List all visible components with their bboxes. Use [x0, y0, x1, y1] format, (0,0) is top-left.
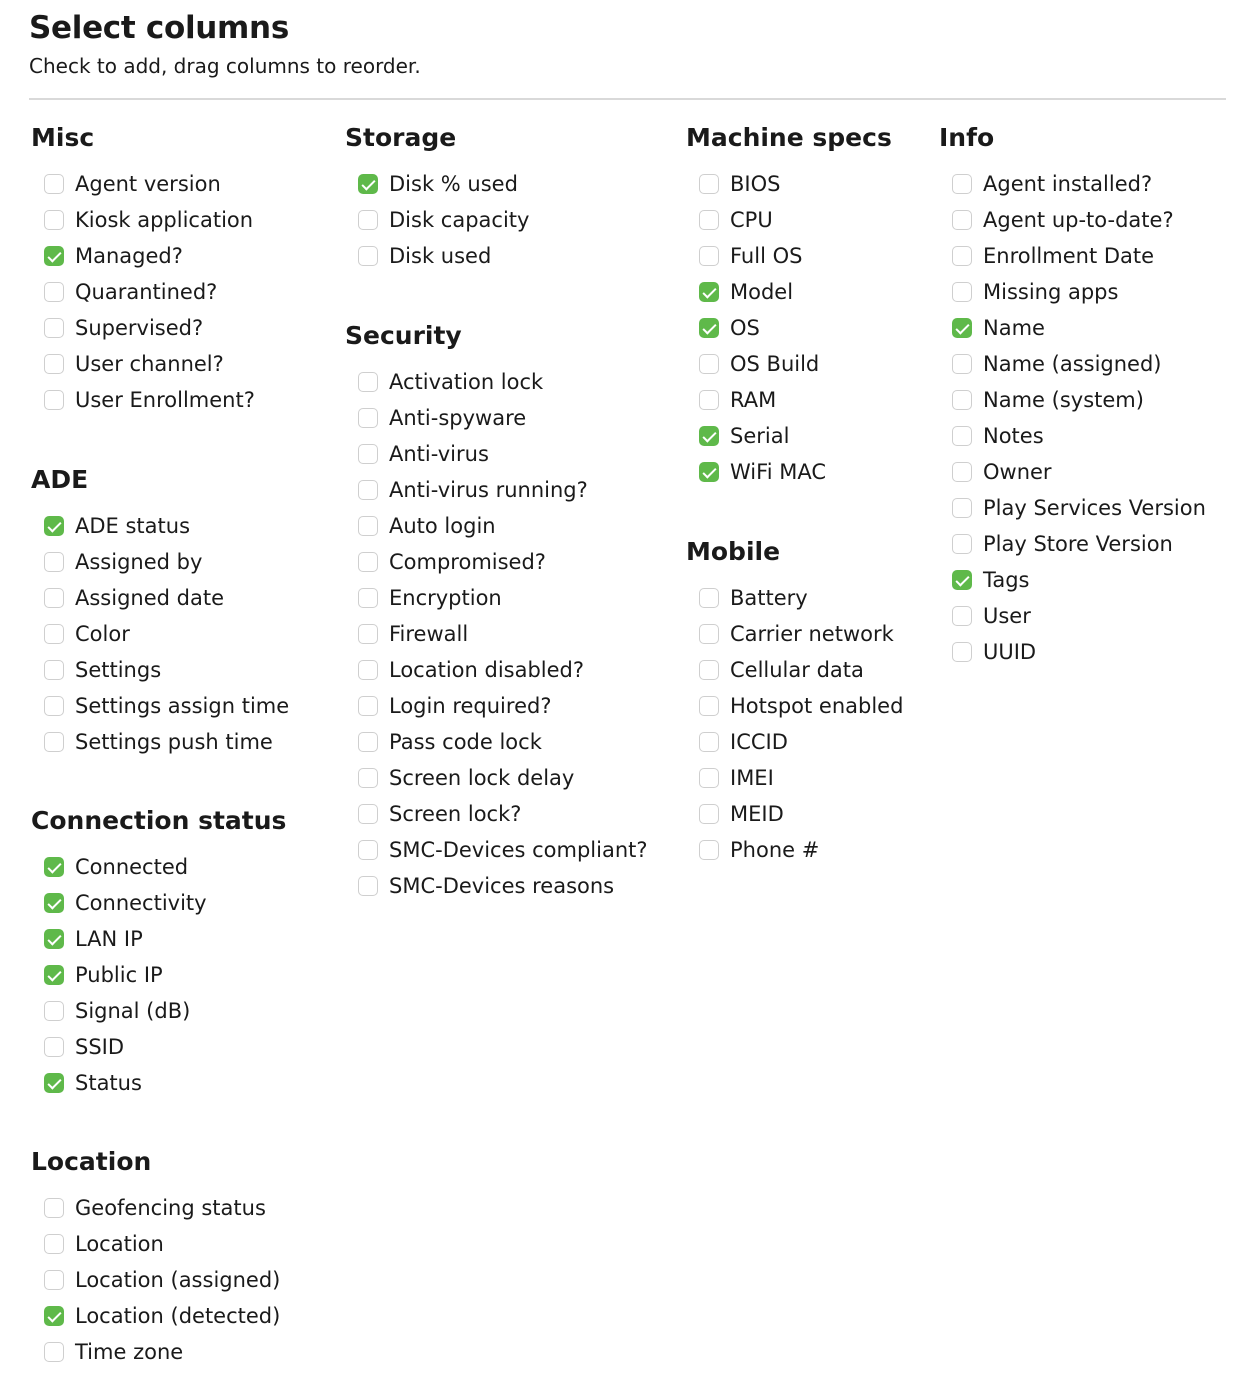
- column-option-name-system[interactable]: [939, 382, 1206, 418]
- column-option-kiosk-application[interactable]: [31, 202, 255, 238]
- column-option-carrier-network[interactable]: [686, 616, 903, 652]
- column-option-lan-ip[interactable]: [31, 921, 286, 957]
- checkbox-unchecked-icon[interactable]: [44, 1198, 64, 1218]
- column-option-settings-push-time[interactable]: [31, 724, 289, 760]
- checkbox-unchecked-icon[interactable]: [358, 480, 378, 500]
- option-label: Agent installed?: [983, 172, 1153, 196]
- section-title: Location: [31, 1147, 152, 1176]
- column-option-encryption[interactable]: [345, 580, 648, 616]
- column-option-missing-apps[interactable]: [939, 274, 1206, 310]
- column-option-time-zone[interactable]: [31, 1334, 280, 1370]
- option-label: Name (system): [983, 388, 1144, 412]
- column-option-name-assigned[interactable]: [939, 346, 1206, 382]
- column-option-smc-devices-compliant[interactable]: [345, 832, 648, 868]
- checkbox-unchecked-icon[interactable]: [358, 552, 378, 572]
- checkbox-unchecked-icon[interactable]: [699, 768, 719, 788]
- checkbox-unchecked-icon[interactable]: [358, 876, 378, 896]
- checkbox-unchecked-icon[interactable]: [44, 210, 64, 230]
- checkbox-unchecked-icon[interactable]: [358, 444, 378, 464]
- checkbox-unchecked-icon[interactable]: [44, 318, 64, 338]
- option-label: RAM: [730, 388, 777, 412]
- option-label: Agent version: [75, 172, 221, 196]
- checkbox-list: [31, 1180, 280, 1370]
- option-label: Play Services Version: [983, 496, 1206, 520]
- option-label: Owner: [983, 460, 1052, 484]
- option-label: Kiosk application: [75, 208, 254, 232]
- checkbox-unchecked-icon[interactable]: [358, 696, 378, 716]
- checkbox-unchecked-icon[interactable]: [44, 732, 64, 752]
- checkbox-unchecked-icon[interactable]: [699, 588, 719, 608]
- column-option-connected[interactable]: [31, 849, 286, 885]
- column-option-public-ip[interactable]: [31, 957, 286, 993]
- checkbox-unchecked-icon[interactable]: [44, 390, 64, 410]
- checkbox-unchecked-icon[interactable]: [44, 1234, 64, 1254]
- option-label: Anti-virus: [389, 442, 489, 466]
- option-label: Enrollment Date: [983, 244, 1155, 268]
- checkbox-checked-icon[interactable]: [44, 1073, 64, 1093]
- section-title: Info: [939, 123, 995, 152]
- checkbox-checked-icon[interactable]: [358, 174, 378, 194]
- section-misc: [31, 120, 255, 418]
- option-label: SMC-Devices compliant?: [389, 838, 648, 862]
- option-label: Connectivity: [75, 891, 207, 915]
- checkbox-unchecked-icon[interactable]: [952, 426, 972, 446]
- option-label: IMEI: [730, 766, 774, 790]
- checkbox-unchecked-icon[interactable]: [699, 660, 719, 680]
- checkbox-unchecked-icon[interactable]: [44, 1001, 64, 1021]
- checkbox-checked-icon[interactable]: [44, 893, 64, 913]
- checkbox-unchecked-icon[interactable]: [358, 516, 378, 536]
- option-label: OS: [730, 316, 760, 340]
- section-machine-specs: [686, 120, 892, 490]
- column-option-disk-capacity[interactable]: [345, 202, 529, 238]
- option-label: Time zone: [75, 1340, 184, 1364]
- checkbox-unchecked-icon[interactable]: [44, 588, 64, 608]
- checkbox-checked-icon[interactable]: [44, 516, 64, 536]
- option-label: User channel?: [75, 352, 224, 376]
- option-label: Anti-spyware: [389, 406, 527, 430]
- column-option-screen-lock-delay[interactable]: [345, 760, 648, 796]
- checkbox-checked-icon[interactable]: [699, 282, 719, 302]
- checkbox-unchecked-icon[interactable]: [952, 354, 972, 374]
- option-label: Quarantined?: [75, 280, 218, 304]
- column-option-ade-status[interactable]: [31, 508, 289, 544]
- option-label: Name (assigned): [983, 352, 1162, 376]
- checkbox-unchecked-icon[interactable]: [952, 462, 972, 482]
- column-option-quarantined[interactable]: [31, 274, 255, 310]
- option-label: Color: [75, 622, 130, 646]
- checkbox-unchecked-icon[interactable]: [44, 624, 64, 644]
- option-label: Tags: [983, 568, 1030, 592]
- option-label: Activation lock: [389, 370, 544, 394]
- column-option-anti-virus[interactable]: [345, 436, 648, 472]
- column-option-imei[interactable]: [686, 760, 903, 796]
- option-label: Carrier network: [730, 622, 894, 646]
- column-option-assigned-date[interactable]: [31, 580, 289, 616]
- checkbox-unchecked-icon[interactable]: [358, 768, 378, 788]
- column-option-enrollment-date[interactable]: [939, 238, 1206, 274]
- column-option-color[interactable]: [31, 616, 289, 652]
- column-option-agent-up-to-date[interactable]: [939, 202, 1206, 238]
- column-option-location[interactable]: [31, 1226, 280, 1262]
- option-label: Assigned date: [75, 586, 224, 610]
- checkbox-unchecked-icon[interactable]: [44, 552, 64, 572]
- option-label: Status: [75, 1071, 142, 1095]
- checkbox-unchecked-icon[interactable]: [44, 354, 64, 374]
- option-label: Location: [75, 1232, 164, 1256]
- column-option-os-build[interactable]: [686, 346, 892, 382]
- column-option-serial[interactable]: [686, 418, 892, 454]
- option-label: Managed?: [75, 244, 183, 268]
- option-label: LAN IP: [75, 927, 143, 951]
- option-label: Serial: [730, 424, 790, 448]
- column-option-pass-code-lock[interactable]: [345, 724, 648, 760]
- checkbox-unchecked-icon[interactable]: [952, 390, 972, 410]
- checkbox-unchecked-icon[interactable]: [699, 246, 719, 266]
- option-label: Hotspot enabled: [730, 694, 904, 718]
- section-title: Security: [345, 321, 462, 350]
- column-option-location-disabled[interactable]: [345, 652, 648, 688]
- column-option-phone[interactable]: [686, 832, 903, 868]
- checkbox-unchecked-icon[interactable]: [699, 732, 719, 752]
- section-security: [345, 318, 648, 904]
- option-label: Location (detected): [75, 1304, 281, 1328]
- option-label: Notes: [983, 424, 1044, 448]
- checkbox-list: [686, 570, 903, 868]
- checkbox-unchecked-icon[interactable]: [699, 174, 719, 194]
- column-option-os[interactable]: [686, 310, 892, 346]
- section-location: [31, 1144, 280, 1370]
- column-option-uuid[interactable]: [939, 634, 1206, 670]
- option-label: Battery: [730, 586, 808, 610]
- column-option-compromised[interactable]: [345, 544, 648, 580]
- checkbox-unchecked-icon[interactable]: [952, 534, 972, 554]
- option-label: Settings: [75, 658, 162, 682]
- checkbox-unchecked-icon[interactable]: [699, 354, 719, 374]
- checkbox-checked-icon[interactable]: [699, 318, 719, 338]
- column-option-wifi-mac[interactable]: [686, 454, 892, 490]
- option-label: ICCID: [730, 730, 788, 754]
- section-title: Misc: [31, 123, 95, 152]
- option-label: Full OS: [730, 244, 803, 268]
- column-option-settings-assign-time[interactable]: [31, 688, 289, 724]
- checkbox-unchecked-icon[interactable]: [44, 1037, 64, 1057]
- page-title: Select columns: [29, 10, 289, 46]
- option-label: Signal (dB): [75, 999, 191, 1023]
- checkbox-unchecked-icon[interactable]: [699, 840, 719, 860]
- checkbox-checked-icon[interactable]: [44, 1306, 64, 1326]
- option-label: Assigned by: [75, 550, 203, 574]
- option-label: User Enrollment?: [75, 388, 255, 412]
- header-divider: [29, 98, 1226, 100]
- checkbox-unchecked-icon[interactable]: [358, 732, 378, 752]
- column-option-user-enrollment[interactable]: [31, 382, 255, 418]
- checkbox-unchecked-icon[interactable]: [358, 408, 378, 428]
- option-label: Disk % used: [389, 172, 518, 196]
- checkbox-unchecked-icon[interactable]: [44, 696, 64, 716]
- option-label: MEID: [730, 802, 784, 826]
- option-label: Connected: [75, 855, 189, 879]
- checkbox-list: [31, 156, 255, 418]
- column-option-full-os[interactable]: [686, 238, 892, 274]
- checkbox-unchecked-icon[interactable]: [358, 210, 378, 230]
- option-label: User: [983, 604, 1031, 628]
- column-option-managed[interactable]: [31, 238, 255, 274]
- checkbox-unchecked-icon[interactable]: [699, 804, 719, 824]
- checkbox-list: [345, 156, 529, 274]
- column-option-meid[interactable]: [686, 796, 903, 832]
- option-label: Location (assigned): [75, 1268, 281, 1292]
- column-option-iccid[interactable]: [686, 724, 903, 760]
- column-option-smc-devices-reasons[interactable]: [345, 868, 648, 904]
- checkbox-checked-icon[interactable]: [44, 246, 64, 266]
- checkbox-unchecked-icon[interactable]: [952, 498, 972, 518]
- checkbox-list: [345, 354, 648, 904]
- section-title: ADE: [31, 465, 89, 494]
- option-label: CPU: [730, 208, 773, 232]
- checkbox-unchecked-icon[interactable]: [952, 174, 972, 194]
- option-label: Supervised?: [75, 316, 204, 340]
- column-option-ssid[interactable]: [31, 1029, 286, 1065]
- checkbox-checked-icon[interactable]: [952, 318, 972, 338]
- option-label: WiFi MAC: [730, 460, 826, 484]
- section-storage: [345, 120, 529, 274]
- option-label: Phone #: [730, 838, 820, 862]
- checkbox-unchecked-icon[interactable]: [699, 696, 719, 716]
- checkbox-unchecked-icon[interactable]: [952, 642, 972, 662]
- column-option-ram[interactable]: [686, 382, 892, 418]
- checkbox-unchecked-icon[interactable]: [952, 606, 972, 626]
- checkbox-list: [939, 156, 1206, 670]
- option-label: Screen lock delay: [389, 766, 575, 790]
- option-label: Screen lock?: [389, 802, 522, 826]
- section-title: Storage: [345, 123, 457, 152]
- option-label: Anti-virus running?: [389, 478, 588, 502]
- column-option-connectivity[interactable]: [31, 885, 286, 921]
- checkbox-unchecked-icon[interactable]: [358, 660, 378, 680]
- checkbox-unchecked-icon[interactable]: [358, 246, 378, 266]
- option-label: Agent up-to-date?: [983, 208, 1174, 232]
- option-label: Disk used: [389, 244, 492, 268]
- column-option-geofencing-status[interactable]: [31, 1190, 280, 1226]
- column-option-user-channel[interactable]: [31, 346, 255, 382]
- checkbox-unchecked-icon[interactable]: [44, 1342, 64, 1362]
- checkbox-unchecked-icon[interactable]: [44, 660, 64, 680]
- column-option-settings[interactable]: [31, 652, 289, 688]
- column-option-play-services-version[interactable]: [939, 490, 1206, 526]
- checkbox-unchecked-icon[interactable]: [952, 282, 972, 302]
- option-label: Location disabled?: [389, 658, 585, 682]
- option-label: Settings push time: [75, 730, 273, 754]
- column-option-screen-lock[interactable]: [345, 796, 648, 832]
- checkbox-checked-icon[interactable]: [699, 462, 719, 482]
- column-option-location-detected[interactable]: [31, 1298, 280, 1334]
- column-option-activation-lock[interactable]: [345, 364, 648, 400]
- option-label: Name: [983, 316, 1045, 340]
- checkbox-unchecked-icon[interactable]: [358, 588, 378, 608]
- checkbox-unchecked-icon[interactable]: [44, 282, 64, 302]
- column-option-name[interactable]: [939, 310, 1206, 346]
- column-option-user[interactable]: [939, 598, 1206, 634]
- column-option-cellular-data[interactable]: [686, 652, 903, 688]
- option-label: Auto login: [389, 514, 496, 538]
- column-option-status[interactable]: [31, 1065, 286, 1101]
- option-label: Compromised?: [389, 550, 546, 574]
- column-option-disk-used[interactable]: [345, 166, 529, 202]
- checkbox-unchecked-icon[interactable]: [358, 624, 378, 644]
- option-label: Public IP: [75, 963, 163, 987]
- checkbox-unchecked-icon[interactable]: [358, 840, 378, 860]
- checkbox-unchecked-icon[interactable]: [358, 372, 378, 392]
- column-option-model[interactable]: [686, 274, 892, 310]
- dialog-header: [29, 8, 421, 84]
- checkbox-checked-icon[interactable]: [44, 857, 64, 877]
- column-option-agent-installed[interactable]: [939, 166, 1206, 202]
- option-label: UUID: [983, 640, 1037, 664]
- option-label: Firewall: [389, 622, 469, 646]
- column-option-play-store-version[interactable]: [939, 526, 1206, 562]
- checkbox-unchecked-icon[interactable]: [952, 210, 972, 230]
- option-label: Geofencing status: [75, 1196, 266, 1220]
- option-label: SMC-Devices reasons: [389, 874, 615, 898]
- column-option-cpu[interactable]: [686, 202, 892, 238]
- option-label: Disk capacity: [389, 208, 530, 232]
- checkbox-list: [686, 156, 892, 490]
- checkbox-list: [31, 839, 286, 1101]
- column-option-anti-spyware[interactable]: [345, 400, 648, 436]
- column-option-firewall[interactable]: [345, 616, 648, 652]
- option-label: OS Build: [730, 352, 820, 376]
- checkbox-unchecked-icon[interactable]: [44, 1270, 64, 1290]
- checkbox-unchecked-icon[interactable]: [699, 210, 719, 230]
- column-option-disk-used[interactable]: [345, 238, 529, 274]
- column-option-signal-db[interactable]: [31, 993, 286, 1029]
- column-option-battery[interactable]: [686, 580, 903, 616]
- column-option-owner[interactable]: [939, 454, 1206, 490]
- option-label: Missing apps: [983, 280, 1119, 304]
- checkbox-checked-icon[interactable]: [44, 929, 64, 949]
- section-ade: [31, 462, 289, 760]
- column-option-bios[interactable]: [686, 166, 892, 202]
- checkbox-unchecked-icon[interactable]: [952, 246, 972, 266]
- checkbox-list: [31, 498, 289, 760]
- section-mobile: [686, 534, 903, 868]
- checkbox-unchecked-icon[interactable]: [358, 804, 378, 824]
- column-option-location-assigned[interactable]: [31, 1262, 280, 1298]
- option-label: Cellular data: [730, 658, 864, 682]
- column-option-notes[interactable]: [939, 418, 1206, 454]
- option-label: BIOS: [730, 172, 781, 196]
- checkbox-unchecked-icon[interactable]: [699, 624, 719, 644]
- section-title: Machine specs: [686, 123, 892, 152]
- option-label: Encryption: [389, 586, 502, 610]
- section-title: Mobile: [686, 537, 781, 566]
- section-info: [939, 120, 1206, 670]
- option-label: Model: [730, 280, 794, 304]
- option-label: ADE status: [75, 514, 191, 538]
- section-title: Connection status: [31, 806, 287, 835]
- checkbox-checked-icon[interactable]: [44, 965, 64, 985]
- column-option-hotspot-enabled[interactable]: [686, 688, 903, 724]
- column-option-tags[interactable]: [939, 562, 1206, 598]
- column-option-supervised[interactable]: [31, 310, 255, 346]
- checkbox-checked-icon[interactable]: [952, 570, 972, 590]
- section-connection-status: [31, 803, 286, 1101]
- column-option-anti-virus-running[interactable]: [345, 472, 648, 508]
- column-option-login-required[interactable]: [345, 688, 648, 724]
- option-label: SSID: [75, 1035, 125, 1059]
- column-option-agent-version[interactable]: [31, 166, 255, 202]
- column-option-auto-login[interactable]: [345, 508, 648, 544]
- option-label: Login required?: [389, 694, 552, 718]
- checkbox-checked-icon[interactable]: [699, 426, 719, 446]
- checkbox-unchecked-icon[interactable]: [44, 174, 64, 194]
- checkbox-unchecked-icon[interactable]: [699, 390, 719, 410]
- option-label: Pass code lock: [389, 730, 542, 754]
- option-label: Play Store Version: [983, 532, 1173, 556]
- page-subtitle: Check to add, drag columns to reorder.: [29, 54, 421, 78]
- option-label: Settings assign time: [75, 694, 290, 718]
- column-option-assigned-by[interactable]: [31, 544, 289, 580]
